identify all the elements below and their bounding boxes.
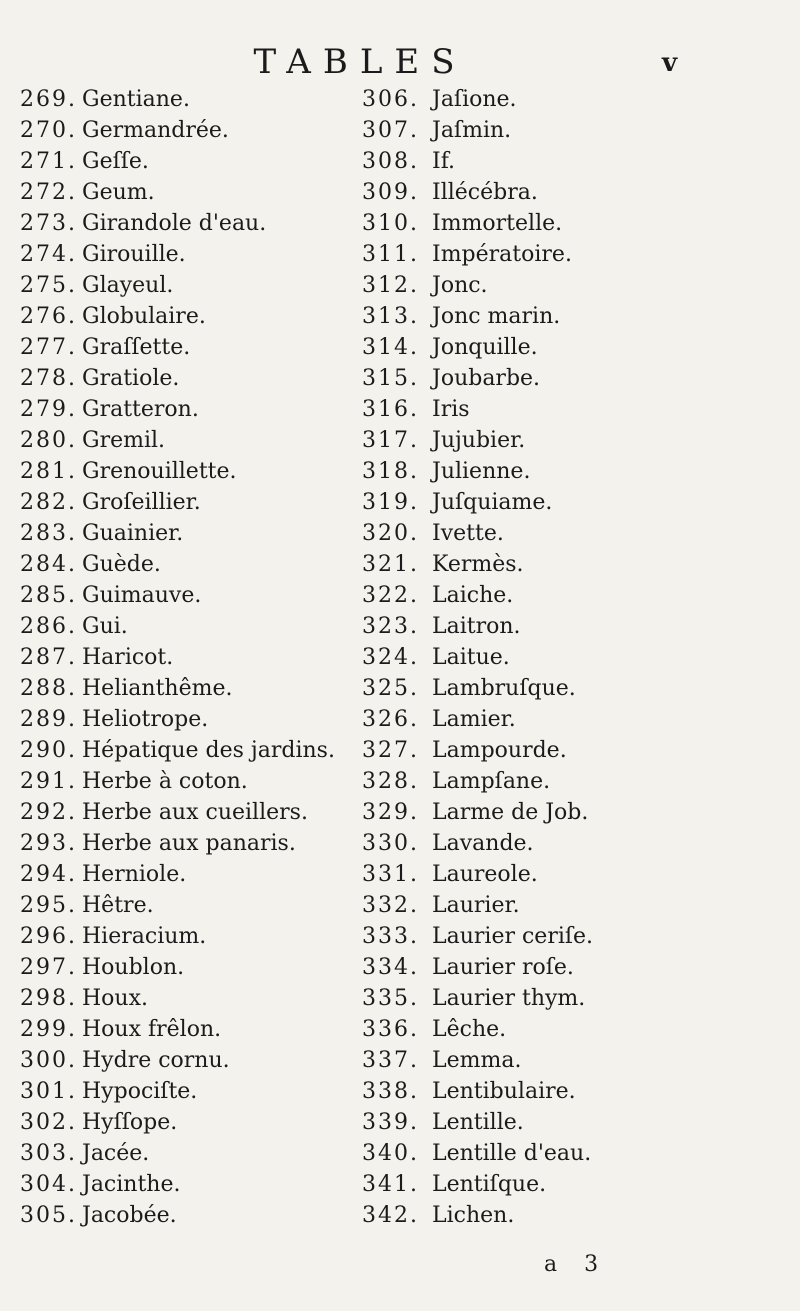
entry-name: Jacée. (82, 1141, 150, 1166)
index-entry (20, 146, 360, 177)
entry-number: 292. (20, 800, 77, 825)
entry-number: 274. (20, 242, 77, 267)
entry-name: Gentiane. (82, 87, 190, 112)
entry-name: Lentille. (432, 1110, 524, 1135)
right-column (362, 84, 792, 1231)
index-entry (20, 270, 360, 301)
index-entry (362, 1169, 792, 1200)
index-entry (20, 208, 360, 239)
entry-number: 299. (20, 1017, 77, 1042)
entry-name: Germandrée. (82, 118, 229, 143)
entry-number: 330. (362, 831, 419, 856)
entry-number: 339. (362, 1110, 419, 1135)
index-entry (20, 704, 360, 735)
entry-name: Herbe aux cueillers. (82, 800, 308, 825)
entry-number: 273. (20, 211, 77, 236)
entry-number: 287. (20, 645, 77, 670)
index-entry (362, 146, 792, 177)
entry-name: Haricot. (82, 645, 174, 670)
entry-name: Gratteron. (82, 397, 199, 422)
entry-name: Lamier. (432, 707, 516, 732)
entry-number: 278. (20, 366, 77, 391)
index-entry (362, 921, 792, 952)
index-entry (20, 859, 360, 890)
entry-name: Lentille d'eau. (432, 1141, 592, 1166)
entry-number: 312. (362, 273, 419, 298)
index-entry (362, 518, 792, 549)
entry-number: 306. (362, 87, 419, 112)
index-entry (20, 642, 360, 673)
index-entry (362, 1107, 792, 1138)
entry-name: Geum. (82, 180, 155, 205)
entry-number: 281. (20, 459, 77, 484)
entry-number: 282. (20, 490, 77, 515)
page-mark: v (662, 48, 678, 78)
entry-name: Globulaire. (82, 304, 206, 329)
entry-number: 341. (362, 1172, 419, 1197)
entry-number: 337. (362, 1048, 419, 1073)
index-entry (20, 766, 360, 797)
entry-number: 297. (20, 955, 77, 980)
entry-name: Geſſe. (82, 149, 149, 174)
index-entry (362, 859, 792, 890)
entry-number: 335. (362, 986, 419, 1011)
entry-number: 314. (362, 335, 419, 360)
index-entry (362, 1138, 792, 1169)
index-entry (20, 239, 360, 270)
index-entry (362, 642, 792, 673)
entry-name: Hépatique des jardins. (82, 738, 335, 763)
index-entry (362, 177, 792, 208)
entry-name: Kermès. (432, 552, 524, 577)
entry-name: Jaſione. (432, 87, 517, 112)
entry-name: Laurier roſe. (432, 955, 574, 980)
entry-name: Houblon. (82, 955, 185, 980)
entry-name: Immortelle. (432, 211, 563, 236)
entry-name: Herbe aux panaris. (82, 831, 296, 856)
entry-number: 315. (362, 366, 419, 391)
entry-name: Girandole d'eau. (82, 211, 267, 236)
entry-name: Hydre cornu. (82, 1048, 230, 1073)
entry-number: 275. (20, 273, 77, 298)
index-entry (20, 456, 360, 487)
entry-number: 295. (20, 893, 77, 918)
entry-number: 338. (362, 1079, 419, 1104)
entry-name: If. (432, 149, 456, 174)
entry-number: 271. (20, 149, 77, 174)
index-entry (20, 115, 360, 146)
entry-number: 279. (20, 397, 77, 422)
entry-number: 340. (362, 1141, 419, 1166)
entry-name: Jaſmin. (432, 118, 512, 143)
entry-name: Ivette. (432, 521, 504, 546)
entry-name: Laitue. (432, 645, 510, 670)
index-entry (362, 239, 792, 270)
entry-name: Lampſane. (432, 769, 551, 794)
entry-number: 334. (362, 955, 419, 980)
index-entry (362, 890, 792, 921)
entry-name: Jacinthe. (82, 1172, 181, 1197)
entry-name: Helianthême. (82, 676, 233, 701)
entry-name: Herbe à coton. (82, 769, 248, 794)
entry-name: Hyſſope. (82, 1110, 178, 1135)
entry-name: Lêche. (432, 1017, 507, 1042)
entry-name: Laurier ceriſe. (432, 924, 594, 949)
entry-name: Jonquille. (432, 335, 538, 360)
index-entry (362, 673, 792, 704)
index-entry (20, 1014, 360, 1045)
entry-name: Laurier thym. (432, 986, 586, 1011)
entry-name: Iris (432, 397, 470, 422)
index-entry (362, 1200, 792, 1231)
entry-name: Jonc. (432, 273, 488, 298)
entry-number: 301. (20, 1079, 77, 1104)
entry-number: 283. (20, 521, 77, 546)
entry-number: 288. (20, 676, 77, 701)
index-entry (20, 1076, 360, 1107)
index-entry (362, 394, 792, 425)
entry-number: 272. (20, 180, 77, 205)
entry-number: 320. (362, 521, 419, 546)
index-entry (362, 549, 792, 580)
index-entry (20, 611, 360, 642)
entry-name: Lichen. (432, 1203, 515, 1228)
entry-name: Guède. (82, 552, 161, 577)
entry-name: Impératoire. (432, 242, 572, 267)
index-entry (20, 921, 360, 952)
entry-name: Gremil. (82, 428, 166, 453)
index-entry (362, 208, 792, 239)
entry-name: Houx. (82, 986, 148, 1011)
page-title: TABLES (253, 42, 467, 82)
index-entry (362, 456, 792, 487)
entry-number: 290. (20, 738, 77, 763)
index-entry (20, 487, 360, 518)
entry-number: 329. (362, 800, 419, 825)
entry-name: Guimauve. (82, 583, 202, 608)
entry-number: 318. (362, 459, 419, 484)
entry-name: Laitron. (432, 614, 521, 639)
entry-name: Lambruſque. (432, 676, 576, 701)
entry-name: Laureole. (432, 862, 538, 887)
entry-name: Hieracium. (82, 924, 207, 949)
entry-number: 286. (20, 614, 77, 639)
entry-number: 300. (20, 1048, 77, 1073)
entry-number: 280. (20, 428, 77, 453)
entry-number: 327. (362, 738, 419, 763)
index-entry (20, 828, 360, 859)
entry-number: 313. (362, 304, 419, 329)
entry-name: Heliotrope. (82, 707, 209, 732)
index-entry (362, 363, 792, 394)
index-entry (20, 580, 360, 611)
entry-number: 304. (20, 1172, 77, 1197)
entry-name: Joubarbe. (432, 366, 541, 391)
entry-number: 333. (362, 924, 419, 949)
index-entry (362, 270, 792, 301)
entry-number: 284. (20, 552, 77, 577)
entry-number: 323. (362, 614, 419, 639)
entry-number: 332. (362, 893, 419, 918)
entry-name: Hêtre. (82, 893, 154, 918)
entry-number: 276. (20, 304, 77, 329)
entry-name: Grenouillette. (82, 459, 237, 484)
index-entry (362, 797, 792, 828)
entry-name: Lampourde. (432, 738, 567, 763)
index-entry (20, 394, 360, 425)
entry-name: Hypociſte. (82, 1079, 198, 1104)
index-entry (362, 611, 792, 642)
entry-number: 310. (362, 211, 419, 236)
index-entry (20, 549, 360, 580)
entry-name: Larme de Job. (432, 800, 589, 825)
index-entry (20, 1200, 360, 1231)
index-entry (20, 890, 360, 921)
index-entry (362, 952, 792, 983)
entry-name: Jonc marin. (432, 304, 561, 329)
entry-name: Illécébra. (432, 180, 538, 205)
index-entry (20, 1138, 360, 1169)
index-entry (20, 177, 360, 208)
entry-number: 270. (20, 118, 77, 143)
index-entry (362, 1014, 792, 1045)
entry-number: 309. (362, 180, 419, 205)
entry-name: Jacobée. (82, 1203, 177, 1228)
entry-number: 293. (20, 831, 77, 856)
index-entry (362, 983, 792, 1014)
index-entry (362, 1045, 792, 1076)
entry-number: 321. (362, 552, 419, 577)
index-entry (362, 766, 792, 797)
entry-name: Jujubier. (432, 428, 526, 453)
entry-number: 331. (362, 862, 419, 887)
index-entry (362, 115, 792, 146)
index-entry (362, 487, 792, 518)
entry-number: 285. (20, 583, 77, 608)
entry-number: 269. (20, 87, 77, 112)
left-column (20, 84, 360, 1231)
entry-name: Houx frêlon. (82, 1017, 222, 1042)
signature-mark: a 3 (544, 1252, 609, 1277)
entry-name: Juſquiame. (432, 490, 553, 515)
entry-name: Glayeul. (82, 273, 174, 298)
entry-name: Laurier. (432, 893, 520, 918)
index-entry (362, 828, 792, 859)
index-entry (20, 332, 360, 363)
entry-name: Herniole. (82, 862, 187, 887)
entry-number: 326. (362, 707, 419, 732)
entry-name: Guainier. (82, 521, 184, 546)
entry-number: 328. (362, 769, 419, 794)
entry-name: Girouille. (82, 242, 186, 267)
index-entry (20, 301, 360, 332)
entry-name: Julienne. (432, 459, 531, 484)
entry-name: Gui. (82, 614, 128, 639)
entry-number: 316. (362, 397, 419, 422)
entry-number: 311. (362, 242, 419, 267)
entry-number: 294. (20, 862, 77, 887)
entry-number: 305. (20, 1203, 77, 1228)
index-entry (20, 1045, 360, 1076)
entry-number: 307. (362, 118, 419, 143)
entry-name: Graſſette. (82, 335, 191, 360)
index-entry (20, 952, 360, 983)
entry-name: Laiche. (432, 583, 514, 608)
index-entry (20, 983, 360, 1014)
entry-number: 291. (20, 769, 77, 794)
index-entry (20, 1169, 360, 1200)
entry-number: 289. (20, 707, 77, 732)
entry-number: 319. (362, 490, 419, 515)
entry-number: 342. (362, 1203, 419, 1228)
entry-number: 277. (20, 335, 77, 360)
index-entry (20, 363, 360, 394)
index-entry (362, 1076, 792, 1107)
entry-name: Lemma. (432, 1048, 522, 1073)
entry-number: 324. (362, 645, 419, 670)
index-entry (20, 735, 360, 766)
index-entry (362, 735, 792, 766)
index-entry (362, 425, 792, 456)
index-entry (20, 84, 360, 115)
index-entry (20, 1107, 360, 1138)
index-entry (362, 704, 792, 735)
entry-name: Lavande. (432, 831, 534, 856)
index-entry (20, 797, 360, 828)
index-entry (362, 332, 792, 363)
entry-number: 325. (362, 676, 419, 701)
entry-number: 302. (20, 1110, 77, 1135)
index-entry (20, 425, 360, 456)
entry-number: 322. (362, 583, 419, 608)
index-entry (362, 301, 792, 332)
index-entry (362, 580, 792, 611)
entry-number: 336. (362, 1017, 419, 1042)
entry-name: Lentiſque. (432, 1172, 547, 1197)
index-entry (20, 673, 360, 704)
entry-number: 317. (362, 428, 419, 453)
entry-number: 296. (20, 924, 77, 949)
entry-number: 308. (362, 149, 419, 174)
index-entry (20, 518, 360, 549)
entry-number: 303. (20, 1141, 77, 1166)
entry-name: Lentibulaire. (432, 1079, 576, 1104)
entry-name: Groſeillier. (82, 490, 201, 515)
entry-name: Gratiole. (82, 366, 180, 391)
index-entry (362, 84, 792, 115)
entry-number: 298. (20, 986, 77, 1011)
